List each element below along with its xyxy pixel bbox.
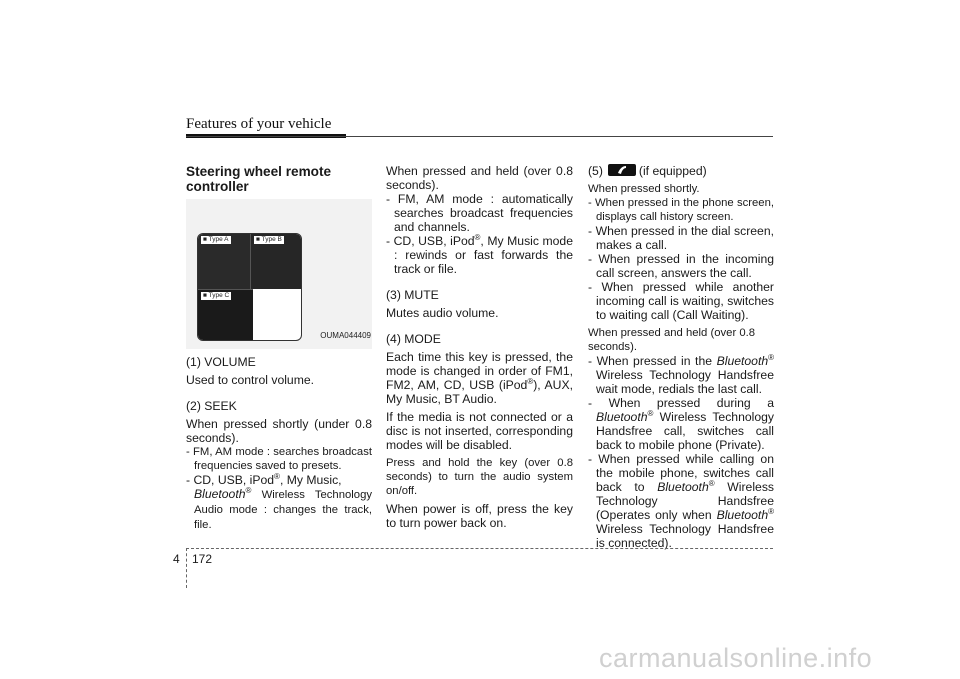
short-item-1: - When pressed in the phone screen, displays call history screen. [588, 197, 774, 223]
held-item-2 [386, 234, 573, 276]
reg-mark: ® [274, 471, 280, 481]
held-item-3-mid: Wireless Technology Handsfree (Operates only when [596, 480, 775, 522]
short-text: When pressed shortly. [588, 183, 700, 195]
steering-wheel-figure [186, 199, 372, 349]
short-item-2: - When pressed in the dial screen, makes a call. [588, 224, 774, 252]
mode-text-2: If the media is not connected or a disc is not inserted, corresponding modes will be disabled. [386, 410, 573, 452]
call-key-title-post: (if equipped) [638, 164, 707, 178]
bluetooth-text: Bluetooth [657, 480, 709, 494]
held-item-2-post: Wireless Technology Handsfree call, switches call back to mobile phone (Private). [596, 410, 774, 452]
bluetooth-text: Bluetooth [194, 487, 246, 501]
volume-title: (1) VOLUME [186, 355, 256, 369]
reg-mark: ® [474, 232, 481, 242]
reg-mark: ® [708, 478, 715, 488]
call-key-title [588, 164, 774, 178]
seek-title: (2) SEEK [186, 399, 237, 413]
watermark: carmanualsonline.info [599, 643, 873, 673]
short-item-3: - When pressed in the incoming call screen, answers the call. [588, 252, 774, 280]
figure-label-type-c: ■ Type C [203, 292, 230, 299]
held-item-1: - FM, AM mode : automatically searches broadcast frequencies and channels. [386, 192, 573, 234]
held-item-2 [588, 396, 774, 452]
held-item-3 [588, 452, 774, 550]
mode-text-3: Press and hold the key (over 0.8 seconds) to turn the audio system on/off. [386, 457, 573, 497]
reg-mark: ® [768, 352, 775, 362]
mute-title: (3) MUTE [386, 288, 439, 302]
figure-code: OUMA044409 [320, 331, 371, 340]
mute-text: Mutes audio volume. [386, 306, 499, 320]
mode-title: (4) MODE [386, 332, 441, 346]
held-item-1-pre: - When pressed in the [588, 354, 713, 368]
page-number: 172 [192, 552, 213, 566]
bluetooth-text: Bluetooth [716, 354, 769, 368]
column-1 [186, 164, 372, 532]
bluetooth-text: Bluetooth [716, 508, 769, 522]
seek-item-2-mid: , My Music, [279, 473, 342, 487]
header-title: Features of your vehicle [186, 116, 332, 132]
seek-item-2 [186, 473, 372, 532]
mode-text-1 [386, 350, 573, 406]
held-text: When pressed and held (over 0.8 seconds). [386, 164, 573, 192]
held-text: When pressed and held (over 0.8 seconds). [588, 327, 756, 353]
held-item-2-pre: - When pressed during a [588, 396, 774, 410]
mode-text-1-pre: Each time this key is pressed, the mode is changed in order of FM1, FM2, AM, CD, USB (iPod [386, 350, 573, 392]
held-item-1-post: Wireless Technology Handsfree wait mode, redials the last call. [596, 368, 774, 396]
seek-item-2-post: Wireless Technology Audio mode : changes the track, file. [194, 489, 372, 531]
seek-text: When pressed shortly (under 0.8 seconds). [186, 417, 372, 445]
call-key-title-pre: (5) [588, 164, 603, 178]
bluetooth-text: Bluetooth [596, 410, 648, 424]
page-chapter: 4 [173, 552, 180, 566]
seek-item-2-pre: - CD, USB, iPod [186, 473, 275, 487]
held-item-3-post: Wireless Technology Handsfree is connected). [596, 522, 774, 550]
mode-text-1-post: ), AUX, My Music, BT Audio. [386, 378, 573, 406]
held-item-1 [588, 354, 774, 396]
seek-item-1: - FM, AM mode : searches broadcast frequencies saved to presets. [186, 446, 372, 472]
phone-icon [608, 164, 636, 176]
mode-text-4: When power is off, press the key to turn power back on. [386, 502, 573, 530]
reg-mark: ® [768, 506, 774, 516]
reg-mark: ® [527, 376, 534, 386]
reg-mark: ® [647, 408, 654, 418]
held-item-2-post: , My Music mode : rewinds or fast forwards the track or file. [394, 234, 573, 276]
volume-text: Used to control volume. [186, 373, 315, 387]
section-heading: Steering wheel remote controller [186, 164, 332, 194]
held-item-3-pre: - When pressed while calling on the mobile phone, switches call back to [588, 452, 774, 494]
short-item-4: - When pressed while another incoming call is waiting, switches to waiting call (Call Waiting). [588, 280, 774, 322]
reg-mark: ® [245, 485, 252, 495]
footer-vertical-rule [186, 548, 187, 588]
footer-rule [186, 548, 773, 549]
header-rule [186, 136, 773, 137]
column-2 [386, 164, 573, 530]
figure-label-type-b: ■ Type B [256, 236, 282, 243]
figure-frame [197, 233, 302, 341]
held-item-2-pre: - CD, USB, iPod [386, 234, 475, 248]
figure-label-type-a: ■ Type A [203, 236, 229, 243]
column-3 [588, 164, 774, 550]
